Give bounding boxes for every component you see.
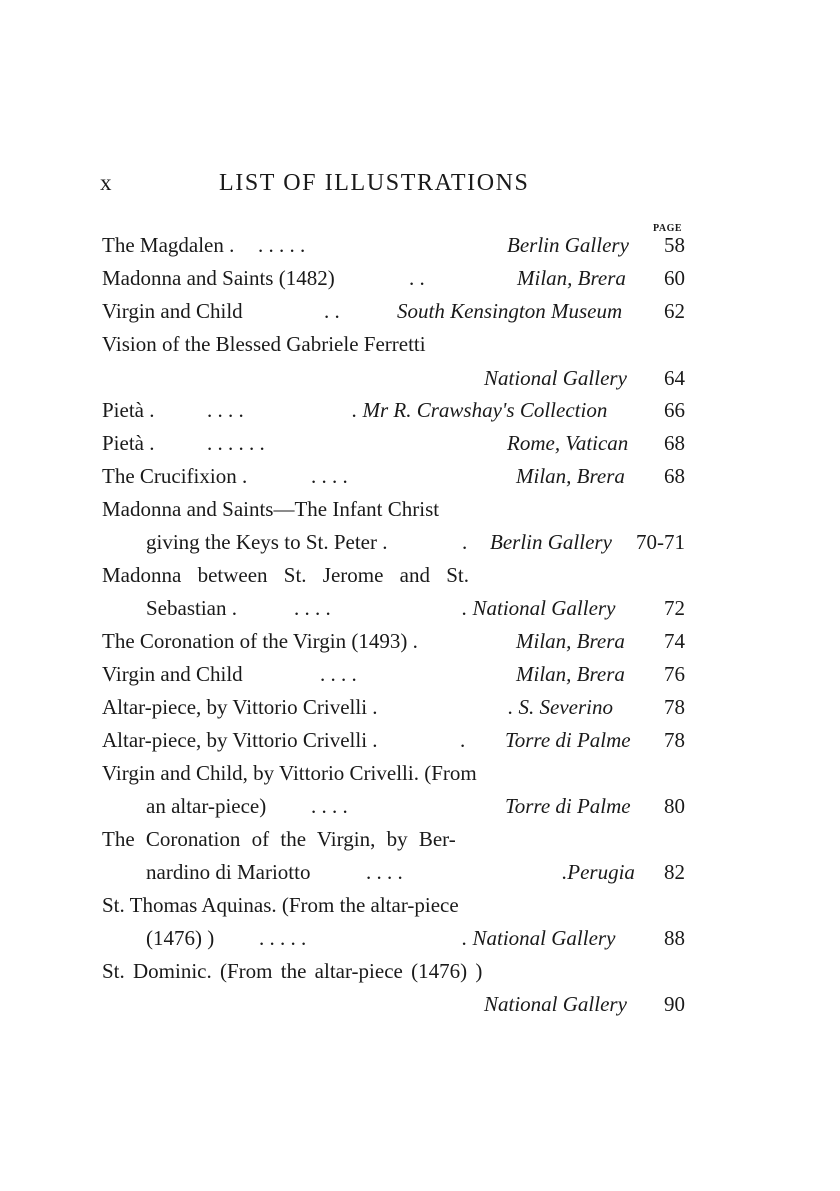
leader-dots: . . . . . (259, 926, 307, 950)
location: Berlin Gallery (507, 233, 629, 257)
leader-dots: . . . . (366, 860, 403, 884)
list-item (0, 728, 840, 761)
list-item (0, 695, 840, 728)
illustration-title: Virgin and Child (102, 299, 243, 323)
list-item (0, 530, 840, 563)
illustration-title: The Coronation of the Virgin, by Ber- (102, 827, 456, 851)
illustration-title: an altar-piece) (146, 794, 267, 818)
page-number: 72 (664, 596, 685, 620)
illustration-title: Altar-piece, by Vittorio Crivelli . (102, 728, 378, 752)
illustration-title: The Crucifixion . (102, 464, 248, 488)
location: Berlin Gallery (490, 530, 612, 554)
location: Milan, Brera (516, 464, 625, 488)
illustration-title: Virgin and Child (102, 662, 243, 686)
location: . S. Severino (508, 695, 613, 719)
location: .Perugia (562, 860, 635, 884)
list-item (0, 827, 840, 860)
list-item (0, 959, 840, 992)
leader-dots: . (460, 728, 466, 752)
illustration-title: Madonna between St. Jerome and St. (102, 563, 470, 587)
leader-dots: . . . . (294, 596, 331, 620)
page-number: 66 (664, 398, 685, 422)
list-item (0, 497, 840, 530)
page-title: LIST OF ILLUSTRATIONS (219, 170, 530, 196)
leader-dots: . . . . (207, 398, 244, 422)
page-number: 70-71 (636, 530, 685, 554)
list-item (0, 662, 840, 695)
list-item (0, 299, 840, 332)
page-number: 64 (664, 366, 685, 390)
leader-dots: . . . . . . (207, 431, 265, 455)
folio-number: x (100, 170, 112, 195)
leader-dots: . . (324, 299, 340, 323)
page-number: 60 (664, 266, 685, 290)
location: Milan, Brera (516, 662, 625, 686)
page-number: 68 (664, 431, 685, 455)
leader-dots: . . . . (320, 662, 357, 686)
location: Milan, Brera (516, 629, 625, 653)
leader-dots: . . (409, 266, 425, 290)
illustration-title: St. Thomas Aquinas. (From the altar-piece (102, 893, 459, 917)
page-number: 78 (664, 728, 685, 752)
page-number: 90 (664, 992, 685, 1016)
illustration-title: Vision of the Blessed Gabriele Ferretti (102, 332, 426, 356)
leader-dots: . . . . (311, 794, 348, 818)
location: . National Gallery (462, 596, 616, 620)
list-item (0, 431, 840, 464)
page-number: 58 (664, 233, 685, 257)
illustration-title: nardino di Mariotto (146, 860, 311, 884)
list-item (0, 860, 840, 893)
illustration-title: The Magdalen . (102, 233, 235, 257)
location: Torre di Palme (505, 794, 631, 818)
leader-dots: . . . . (311, 464, 348, 488)
page-number: 68 (664, 464, 685, 488)
page-number: 62 (664, 299, 685, 323)
list-item (0, 992, 840, 1025)
page-number: 88 (664, 926, 685, 950)
illustration-title: Madonna and Saints (1482) (102, 266, 335, 290)
running-header (100, 170, 700, 200)
list-item (0, 266, 840, 299)
list-item (0, 893, 840, 926)
page-number: 78 (664, 695, 685, 719)
illustration-title: Altar-piece, by Vittorio Crivelli . (102, 695, 378, 719)
leader-dots: . . . . . (258, 233, 306, 257)
list-item (0, 794, 840, 827)
illustration-title: The Coronation of the Virgin (1493) . (102, 629, 418, 653)
list-item (0, 233, 840, 266)
location: National Gallery (484, 366, 627, 390)
location: Rome, Vatican (507, 431, 629, 455)
illustration-title: Virgin and Child, by Vittorio Crivelli. (From (102, 761, 477, 785)
location: . Mr R. Crawshay's Collection (352, 398, 608, 422)
list-item (0, 629, 840, 662)
location: . National Gallery (462, 926, 616, 950)
list-item (0, 926, 840, 959)
illustration-title: (1476) ) (146, 926, 215, 950)
illustration-title: St. Dominic. (From the altar-piece (1476) ) (102, 959, 483, 983)
illustration-title: Sebastian . (146, 596, 237, 620)
page-column-label: PAGE (653, 223, 683, 234)
list-item (0, 366, 840, 399)
illustration-title: Pietà . (102, 431, 155, 455)
location: South Kensington Museum (397, 299, 623, 323)
page-number: 74 (664, 629, 685, 653)
page-number: 82 (664, 860, 685, 884)
location: Torre di Palme (505, 728, 631, 752)
illustration-title: Pietà . (102, 398, 155, 422)
illustration-title: Madonna and Saints—The Infant Christ (102, 497, 440, 521)
list-item (0, 563, 840, 596)
list-item (0, 332, 840, 365)
location: National Gallery (484, 992, 627, 1016)
list-item (0, 761, 840, 794)
page-number: 80 (664, 794, 685, 818)
illustration-title: giving the Keys to St. Peter . (146, 530, 388, 554)
list-item (0, 464, 840, 497)
list-item (0, 398, 840, 431)
list-item (0, 596, 840, 629)
location: Milan, Brera (517, 266, 626, 290)
leader-dots: . (462, 530, 468, 554)
page-number: 76 (664, 662, 685, 686)
